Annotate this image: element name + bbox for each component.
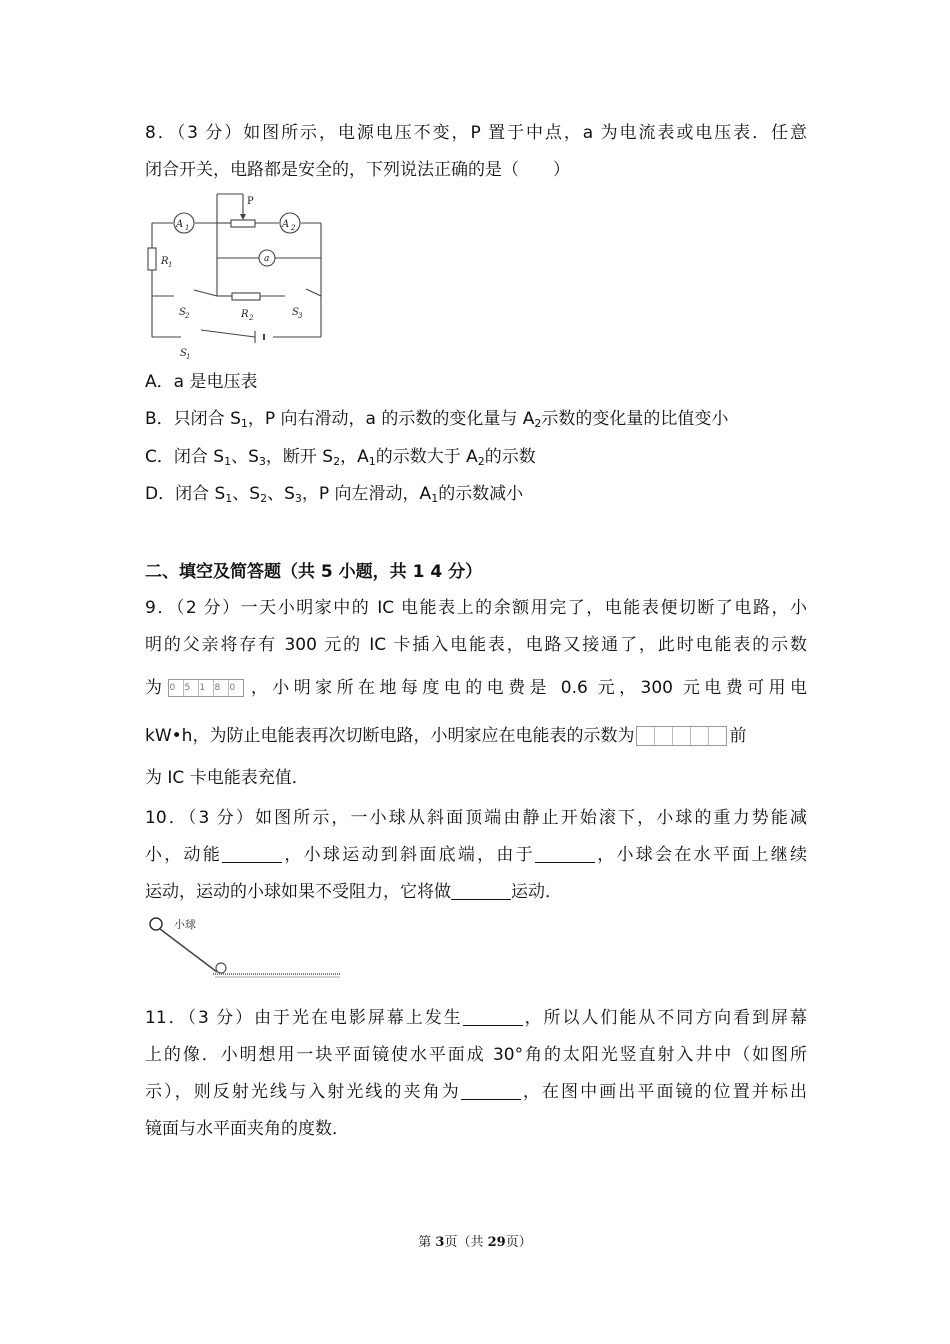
label-r1: R bbox=[161, 256, 169, 267]
option-c-text-4: ，A bbox=[340, 447, 369, 467]
label-s2-sub: 2 bbox=[185, 312, 190, 320]
label-s1: S bbox=[180, 348, 187, 359]
q8-option-a: A．a 是电压表 bbox=[145, 372, 258, 392]
option-d-sub-2: 2 bbox=[260, 492, 268, 505]
q8-option-d bbox=[145, 479, 523, 509]
footer-mid: 页（共 bbox=[444, 1235, 488, 1250]
option-c-text-1: C．闭合 S bbox=[145, 447, 225, 467]
meter-empty-digit-3 bbox=[673, 727, 691, 745]
label-a: a bbox=[264, 254, 270, 264]
label-s1-sub: 1 bbox=[186, 353, 191, 361]
label-r2: R bbox=[241, 309, 249, 320]
ball-label: 小球 bbox=[174, 918, 196, 931]
option-c-sub-1: 1 bbox=[224, 455, 232, 468]
option-d-text-3: 、S bbox=[267, 484, 295, 504]
meter-digit-5: 0 bbox=[229, 683, 236, 693]
resistor-r2 bbox=[232, 293, 260, 300]
q11-line-3-b: ，在图中画出平面镜的位置并标出 bbox=[520, 1082, 807, 1102]
meter-empty-digit-4 bbox=[691, 727, 709, 745]
option-c-text-3: ，断开 S bbox=[265, 447, 334, 467]
q9-line-3-post: ，小明家所在地每度电的电费是 0.6 元，300 元电费可用电 bbox=[246, 678, 807, 698]
resistor-r1 bbox=[148, 248, 156, 270]
q8-option-c bbox=[145, 442, 536, 472]
option-d-text-2: 、S bbox=[232, 484, 261, 504]
footer-page-number: 3 bbox=[435, 1235, 445, 1250]
label-r1-sub: 1 bbox=[168, 261, 173, 269]
incline-slope bbox=[160, 929, 217, 972]
q8-line-1: 8．（3 分）如图所示，电源电压不变，P 置于中点，a 为电流表或电压表．任意 bbox=[145, 123, 807, 143]
meter-empty-digit-1 bbox=[637, 727, 655, 745]
q10-line-2 bbox=[145, 837, 807, 874]
q10-blank-1 bbox=[222, 844, 282, 863]
meter-digit-1: 0 bbox=[169, 680, 184, 696]
option-b-sub-1: 1 bbox=[240, 417, 248, 430]
footer-post: 页） bbox=[505, 1235, 532, 1250]
meter-digit-3: 1 bbox=[199, 680, 214, 696]
label-a2-sub: 2 bbox=[291, 224, 296, 232]
q10-blank-2 bbox=[535, 844, 595, 863]
label-a1-sub: 1 bbox=[185, 224, 190, 232]
meter-digit-2: 5 bbox=[184, 680, 199, 696]
q8-line-2: 闭合开关，电路都是安全的，下列说法正确的是（ ） bbox=[145, 160, 570, 180]
q9-line-3-pre: 为 bbox=[145, 678, 167, 698]
option-c-text-5: 的示数大于 A bbox=[375, 447, 478, 467]
q10-line-2-c: ，小球会在水平面上继续 bbox=[594, 845, 807, 865]
q10-line-2-a: 小，动能 bbox=[145, 845, 223, 865]
option-b-sub-2: 2 bbox=[534, 417, 542, 430]
ball-top bbox=[150, 918, 162, 930]
label-a2: A bbox=[282, 219, 290, 230]
question-9 bbox=[145, 590, 807, 797]
label-s2: S bbox=[179, 307, 186, 318]
q9-line-4-pre: kW•h，为防止电能表再次切断电路，小明家应在电能表的示数为 bbox=[145, 726, 635, 746]
q10-line-3-a: 运动，运动的小球如果不受阻力，它将做 bbox=[145, 882, 451, 902]
q11-line-1 bbox=[145, 1000, 807, 1037]
option-b-text-3: 示数的变化量的比值变小 bbox=[541, 409, 729, 429]
ball-bottom bbox=[216, 963, 226, 973]
option-d-sub-3: 3 bbox=[294, 492, 302, 505]
option-d-text-4: ，P 向左滑动，A bbox=[301, 484, 432, 504]
incline-diagram bbox=[145, 912, 345, 982]
q9-line-4-post: 前 bbox=[729, 726, 747, 746]
q10-line-2-b: ，小球运动到斜面底端，由于 bbox=[282, 845, 535, 865]
q9-line-3 bbox=[145, 664, 807, 712]
option-c-text-2: 、S bbox=[231, 447, 259, 467]
q11-line-4: 镜面与水平面夹角的度数． bbox=[145, 1119, 349, 1139]
slider-arrow bbox=[240, 214, 246, 220]
option-d-text-5: 的示数减小 bbox=[438, 484, 524, 504]
q8-option-b bbox=[145, 404, 728, 434]
q11-line-3-a: 示），则反射光线与入射光线的夹角为 bbox=[145, 1082, 461, 1102]
q11-blank-2 bbox=[461, 1081, 521, 1100]
footer-total-pages: 29 bbox=[487, 1235, 506, 1250]
label-a1: A bbox=[176, 219, 184, 230]
section-2-title: 二、填空及简答题（共 5 小题，共 1 4 分） bbox=[145, 562, 483, 582]
q9-line-5: 为 IC 卡电能表充值． bbox=[145, 768, 309, 788]
option-d-text-1: D．闭合 S bbox=[145, 484, 226, 504]
rheostat bbox=[231, 220, 255, 227]
meter-empty-digit-2 bbox=[655, 727, 673, 745]
label-s3-sub: 3 bbox=[298, 312, 303, 320]
q11-blank-1 bbox=[463, 1007, 523, 1026]
option-c-sub-3: 2 bbox=[333, 455, 341, 468]
q9-line-2: 明的父亲将存有 300 元的 IC 卡插入电能表，电路又接通了，此时电能表的示数 bbox=[145, 635, 807, 655]
meter-empty-digit-5 bbox=[709, 727, 726, 745]
q11-line-1-b: ，所以人们能从不同方向看到屏幕 bbox=[522, 1008, 807, 1028]
q11-line-3 bbox=[145, 1074, 807, 1111]
footer-pre: 第 bbox=[418, 1235, 436, 1250]
option-b-text-1: B．只闭合 S bbox=[145, 409, 241, 429]
circuit-components bbox=[148, 213, 300, 300]
label-p: P bbox=[247, 196, 254, 207]
option-c-sub-5: 2 bbox=[477, 455, 485, 468]
question-11 bbox=[145, 1000, 807, 1148]
meter-reading-display bbox=[168, 679, 244, 697]
label-s3: S bbox=[292, 307, 299, 318]
option-c-sub-4: 1 bbox=[368, 455, 376, 468]
label-r2-sub: 2 bbox=[249, 314, 254, 322]
option-c-sub-2: 3 bbox=[258, 455, 266, 468]
meter-empty-display bbox=[636, 726, 727, 746]
q10-line-3 bbox=[145, 874, 807, 911]
meter-digit-4: 8 bbox=[214, 680, 229, 696]
q11-line-1-a: 11．（3 分）由于光在电影屏幕上发生 bbox=[145, 1008, 463, 1028]
option-d-sub-1: 1 bbox=[225, 492, 233, 505]
circuit-diagram bbox=[145, 190, 330, 365]
page-footer bbox=[0, 1231, 950, 1250]
option-d-sub-4: 1 bbox=[431, 492, 439, 505]
q9-line-1: 9．（2 分）一天小明家中的 IC 电能表上的余额用完了，电能表便切断了电路，小 bbox=[145, 598, 807, 618]
q11-line-2: 上的像．小明想用一块平面镜使水平面成 30°角的太阳光竖直射入井中（如图所 bbox=[145, 1045, 807, 1065]
q10-blank-3 bbox=[451, 881, 511, 900]
q10-line-3-b: 运动． bbox=[511, 882, 562, 902]
q9-line-4 bbox=[145, 712, 807, 760]
question-10 bbox=[145, 800, 807, 911]
question-8 bbox=[145, 115, 807, 189]
option-c-text-6: 的示数 bbox=[484, 447, 536, 467]
q10-line-1: 10．（3 分）如图所示，一小球从斜面顶端由静止开始滚下，小球的重力势能减 bbox=[145, 808, 807, 828]
option-b-text-2: ，P 向右滑动，a 的示数的变化量与 A bbox=[247, 409, 535, 429]
